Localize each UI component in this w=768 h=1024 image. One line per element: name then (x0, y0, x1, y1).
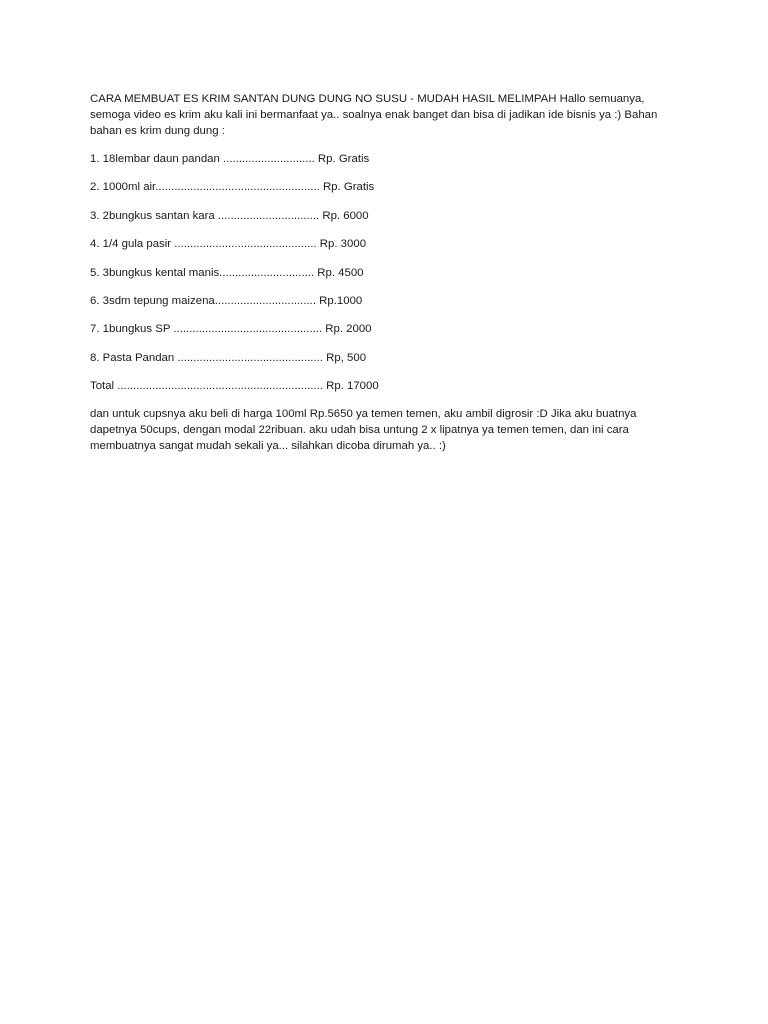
ingredient-item: 7. 1bungkus SP ............................................... Rp. 2000 (90, 323, 372, 336)
ingredient-item: 1. 18lembar daun pandan ............................. Rp. Gratis (90, 153, 370, 165)
closing-paragraph: dan untuk cupsnya aku beli di harga 100ml Rp.5650 ya temen temen, aku ambil digrosir :D Jika aku buatnya dapetnya 50cups, dengan modal 22ribuan. aku udah bisa untung 2 x lipatnya ya temen temen, dan ini cara membuatnya sangat mudah sekali ya... silahkan dicoba dirumah ya.. :) (90, 408, 637, 453)
document-body (90, 91, 680, 454)
total-line: Total ................................................................. Rp. 17000 (90, 380, 379, 393)
ingredient-item: 2. 1000ml air.................................................... Rp. Gratis (90, 181, 375, 194)
ingredient-list (90, 151, 680, 366)
ingredient-item: 4. 1/4 gula pasir ............................................. Rp. 3000 (90, 238, 367, 251)
ingredient-item: 8. Pasta Pandan .............................................. Rp, 500 (90, 351, 367, 364)
intro-paragraph: CARA MEMBUAT ES KRIM SANTAN DUNG DUNG NO SUSU - MUDAH HASIL MELIMPAH Hallo semuanya, semoga video es krim aku kali ini bermanfaat ya.. soalnya enak banget dan bisa di jadikan ide bisnis ya :) Bahan bahan es krim dung dung : (90, 93, 658, 137)
ingredient-item: 3. 2bungkus santan kara ................................ Rp. 6000 (90, 209, 369, 222)
ingredient-item: 5. 3bungkus kental manis.............................. Rp. 4500 (90, 266, 364, 279)
ingredient-item: 6. 3sdm tepung maizena................................ Rp.1000 (90, 294, 363, 307)
